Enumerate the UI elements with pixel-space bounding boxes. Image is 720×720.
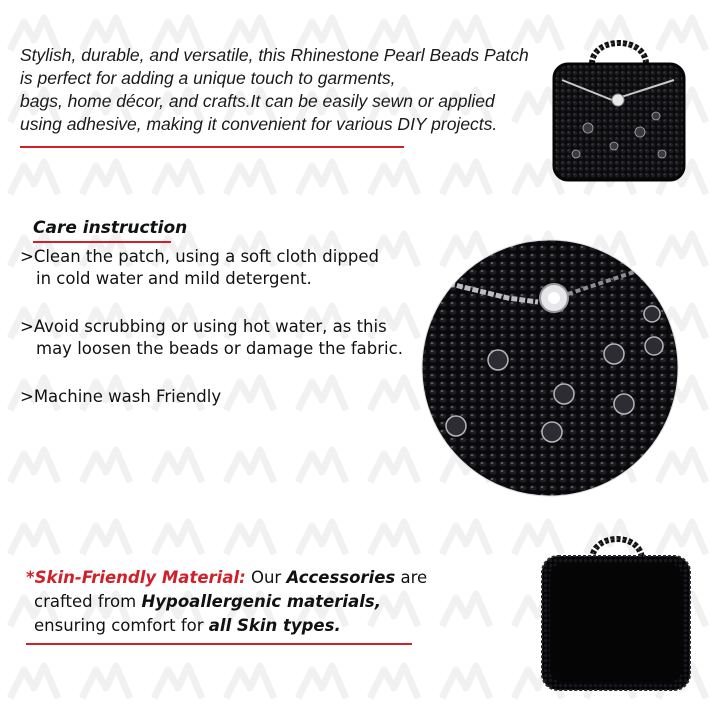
skin-friendly-line — [26, 566, 426, 590]
skin-emphasis: Hypoallergenic materials, — [141, 592, 381, 611]
care-item — [20, 246, 430, 290]
bag-patch-back-image — [538, 528, 694, 694]
care-item — [20, 316, 430, 360]
skin-friendly-line — [26, 614, 426, 638]
skin-emphasis: all Skin types. — [208, 616, 341, 635]
intro-paragraph — [20, 44, 529, 136]
care-item-line: may loosen the beads or damage the fabric. — [36, 339, 403, 358]
bead-closeup-image — [418, 236, 682, 500]
skin-divider — [26, 643, 412, 645]
skin-text: ensuring comfort for — [34, 616, 209, 635]
skin-emphasis: Accessories — [286, 568, 396, 587]
intro-line: using adhesive, making it convenient for various DIY projects. — [20, 114, 498, 134]
skin-text: are — [395, 568, 428, 587]
skin-text: crafted from — [34, 592, 142, 611]
bag-patch-front-image — [548, 28, 690, 186]
skin-friendly-heading: *Skin-Friendly Material: — [26, 568, 246, 587]
care-item-line: >Machine wash Friendly — [20, 387, 222, 406]
care-item-line: >Avoid scrubbing or using hot water, as this — [20, 317, 387, 336]
care-instruction-list — [20, 246, 430, 434]
care-item-line: >Clean the patch, using a soft cloth dipped — [20, 247, 379, 266]
intro-line: bags, home décor, and crafts.It can be easily sewn or applied — [20, 91, 495, 111]
skin-text: Our — [245, 568, 287, 587]
care-title-underline — [33, 241, 171, 243]
intro-line: Stylish, durable, and versatile, this Rhinestone Pearl Beads Patch — [20, 45, 529, 65]
intro-line: is perfect for adding a unique touch to garments, — [20, 68, 396, 88]
skin-friendly-line — [26, 590, 426, 614]
care-instruction-title: Care instruction — [33, 218, 188, 238]
intro-divider — [20, 146, 404, 148]
care-item-line: in cold water and mild detergent. — [36, 269, 312, 288]
care-item — [20, 386, 430, 408]
skin-friendly-section — [26, 566, 426, 638]
